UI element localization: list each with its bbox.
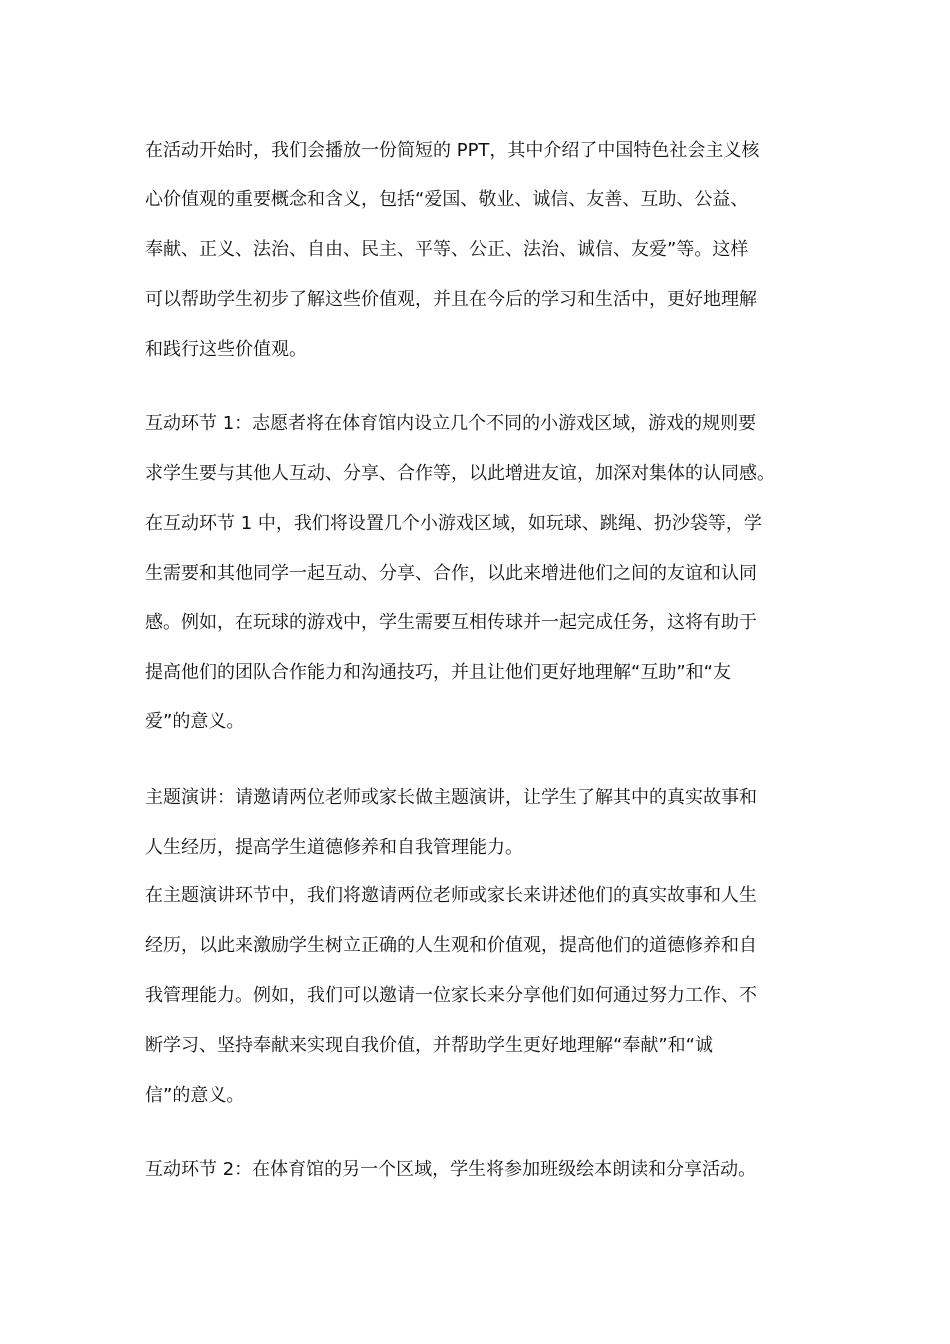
text-line: 奉献、正义、法治、自由、民主、平等、公正、法治、诚信、友爱”等。这样: [145, 239, 749, 260]
text-line: 求学生要与其他人互动、分享、合作等，以此增进友谊，加深对集体的认同感。: [145, 463, 775, 484]
text-line: 在活动开始时，我们会播放一份简短的 PPT，其中介绍了中国特色社会主义核: [145, 140, 760, 161]
text-line: 心价值观的重要概念和含义，包括“爱国、敬业、诚信、友善、互助、公益、: [145, 189, 749, 210]
text-line: 提高他们的团队合作能力和沟通技巧，并且让他们更好地理解“互助”和“友: [145, 662, 731, 683]
text-line: 经历，以此来激励学生树立正确的人生观和价值观，提高他们的道德修养和自: [145, 935, 757, 956]
text-line: 信”的意义。: [145, 1085, 245, 1106]
text-line: 在互动环节 1 中，我们将设置几个小游戏区域，如玩球、跳绳、扔沙袋等，学: [145, 513, 762, 534]
text-line: 在主题演讲环节中，我们将邀请两位老师或家长来讲述他们的真实故事和人生: [145, 885, 757, 906]
text-line: 我管理能力。例如，我们可以邀请一位家长来分享他们如何通过努力工作、不: [145, 985, 757, 1006]
text-line: 感。例如，在玩球的游戏中，学生需要互相传球并一起完成任务，这将有助于: [145, 612, 757, 633]
text-line: 主题演讲：请邀请两位老师或家长做主题演讲，让学生了解其中的真实故事和: [145, 787, 757, 808]
text-line: 互动环节 1：志愿者将在体育馆内设立几个不同的小游戏区域，游戏的规则要: [145, 413, 757, 434]
text-line: 互动环节 2：在体育馆的另一个区域，学生将参加班级绘本朗读和分享活动。: [145, 1159, 757, 1180]
text-line: 生需要和其他同学一起互动、分享、合作，以此来增进他们之间的友谊和认同: [145, 563, 757, 584]
text-line: 和践行这些价值观。: [145, 339, 307, 360]
text-line: 爱”的意义。: [145, 711, 245, 732]
text-line: 断学习、坚持奉献来实现自我价值，并帮助学生更好地理解“奉献”和“诚: [145, 1035, 713, 1056]
text-line: 人生经历，提高学生道德修养和自我管理能力。: [145, 837, 523, 858]
text-line: 可以帮助学生初步了解这些价值观，并且在今后的学习和生活中，更好地理解: [145, 289, 757, 310]
